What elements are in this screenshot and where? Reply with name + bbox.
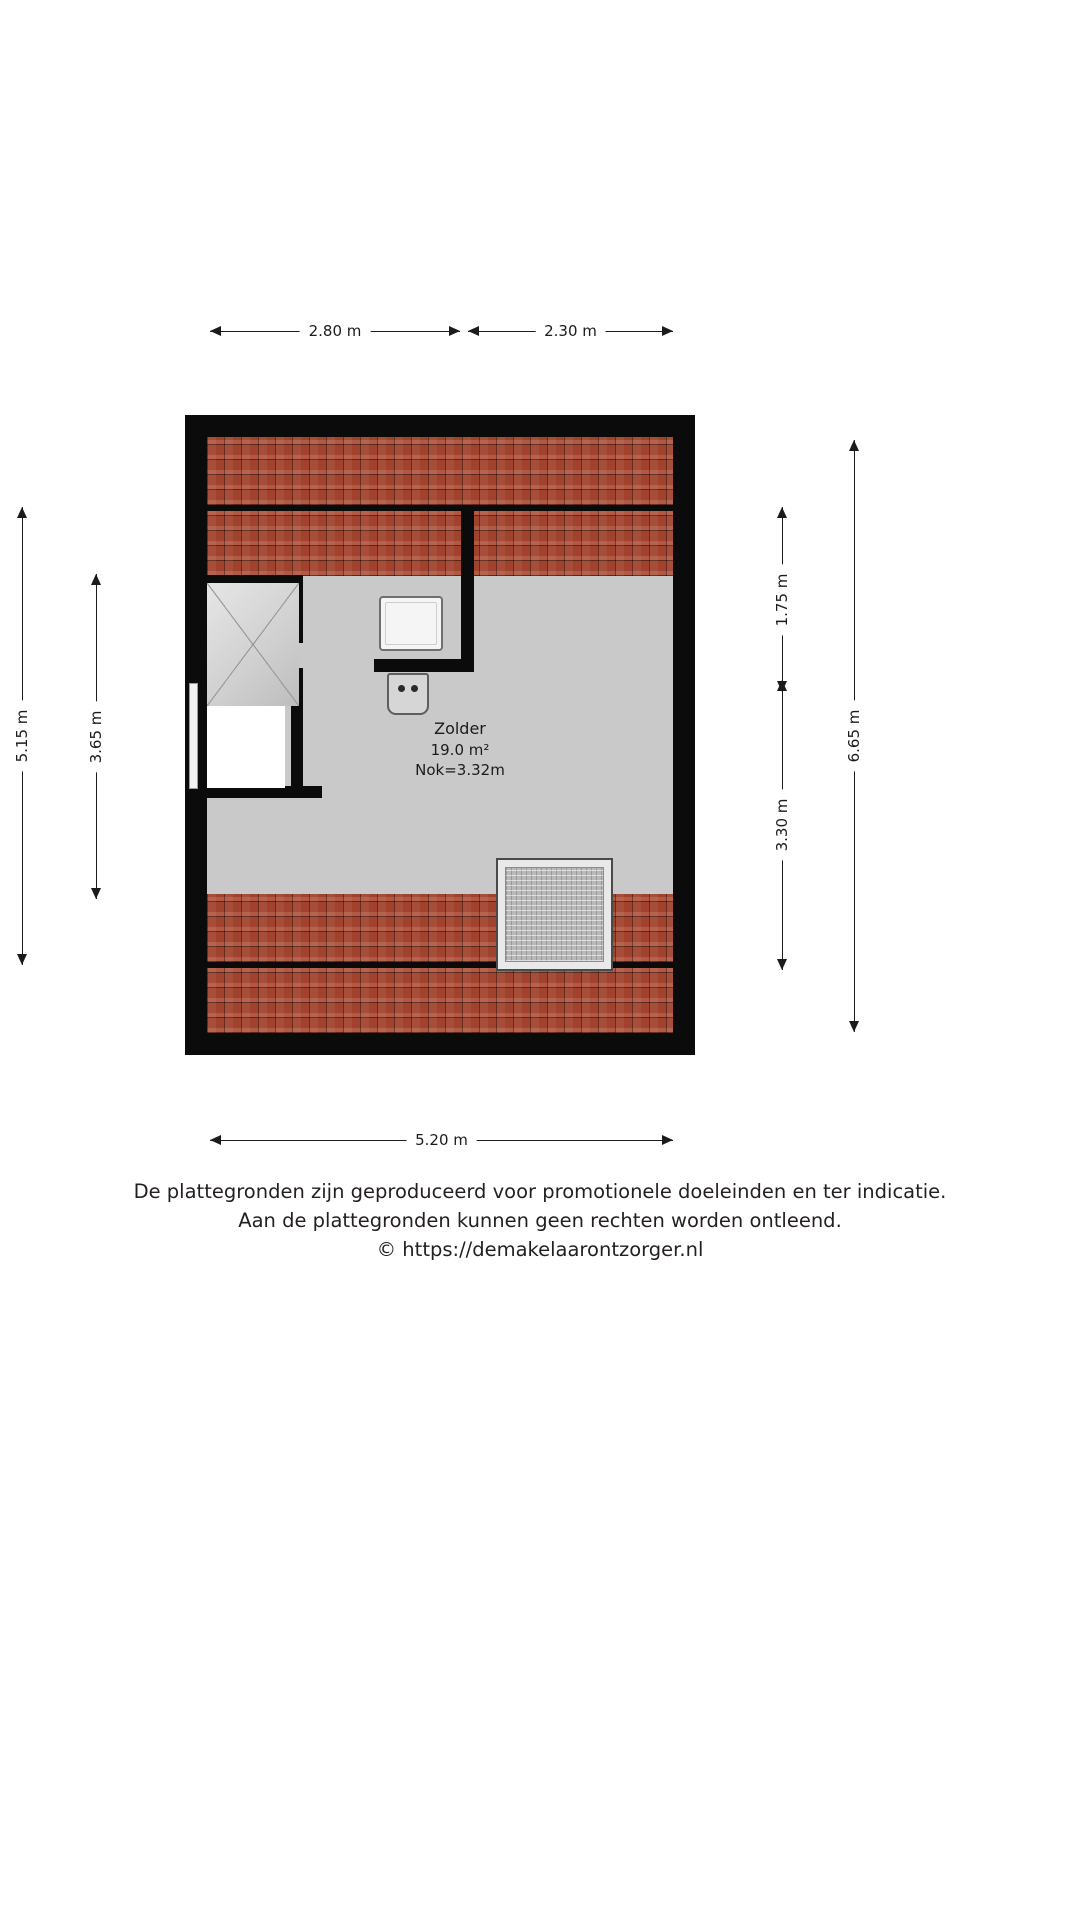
roof-divider-top <box>207 505 673 511</box>
arrow-left-icon <box>468 326 479 336</box>
dimension-left-outer <box>12 507 32 965</box>
arrow-up-icon <box>91 574 101 585</box>
dormer-window-icon <box>496 858 613 971</box>
dimension-label: 1.75 m <box>773 564 791 635</box>
dormer-window-glass <box>505 867 604 962</box>
staircase <box>207 583 299 706</box>
dimension-label: 2.80 m <box>300 322 371 340</box>
room-label-zolder <box>360 718 560 780</box>
dimension-top-right <box>468 321 673 341</box>
disclaimer-footer <box>0 1178 1080 1265</box>
dimension-top-left <box>210 321 460 341</box>
arrow-down-icon <box>91 888 101 899</box>
dimension-right-outer <box>844 440 864 1032</box>
room-ridge-height: Nok=3.32m <box>415 760 505 779</box>
arrow-up-icon <box>777 507 787 518</box>
arrow-right-icon <box>662 1135 673 1145</box>
dimension-bottom <box>210 1130 673 1150</box>
stair-landing <box>207 706 285 788</box>
arrow-left-icon <box>210 326 221 336</box>
room-area: 19.0 m² <box>430 740 490 759</box>
dimension-left-inner <box>86 574 106 899</box>
disclaimer-line-1: De plattegronden zijn geproduceerd voor promotionele doeleinden en ter indicatie. <box>133 1180 947 1203</box>
partition-vertical-bath <box>461 505 474 672</box>
bathtub-icon <box>379 596 443 651</box>
arrow-down-icon <box>849 1021 859 1032</box>
dimension-label: 3.65 m <box>87 701 105 772</box>
dimension-label: 6.65 m <box>845 701 863 772</box>
roof-slope-bottom-outer <box>207 968 673 1033</box>
arrow-up-icon <box>849 440 859 451</box>
sink-tap-right-icon <box>411 685 418 692</box>
arrow-up-icon <box>17 507 27 518</box>
arrow-right-icon <box>662 326 673 336</box>
arrow-down-icon <box>17 954 27 965</box>
stair-railing <box>189 683 198 789</box>
sink-tap-left-icon <box>398 685 405 692</box>
arrow-down-icon <box>777 959 787 970</box>
dimension-right-lower <box>772 680 792 970</box>
dimension-label: 2.30 m <box>535 322 606 340</box>
dimension-label: 5.15 m <box>13 701 31 772</box>
partition-horizontal-bath <box>374 659 474 672</box>
dimension-label: 5.20 m <box>406 1131 477 1149</box>
sink-icon <box>387 673 429 715</box>
roof-slope-top-inner <box>207 511 673 576</box>
dimension-right-upper <box>772 507 792 692</box>
disclaimer-line-2: Aan de plattegronden kunnen geen rechten worden ontleend. <box>238 1208 842 1232</box>
arrow-left-icon <box>210 1135 221 1145</box>
roof-slope-top-outer <box>207 437 673 505</box>
arrow-right-icon <box>449 326 460 336</box>
dimension-label: 3.30 m <box>773 790 791 861</box>
room-name: Zolder <box>434 719 486 738</box>
arrow-up-icon <box>777 680 787 691</box>
copyright-line: © https://demakelaarontzorger.nl <box>376 1237 704 1261</box>
